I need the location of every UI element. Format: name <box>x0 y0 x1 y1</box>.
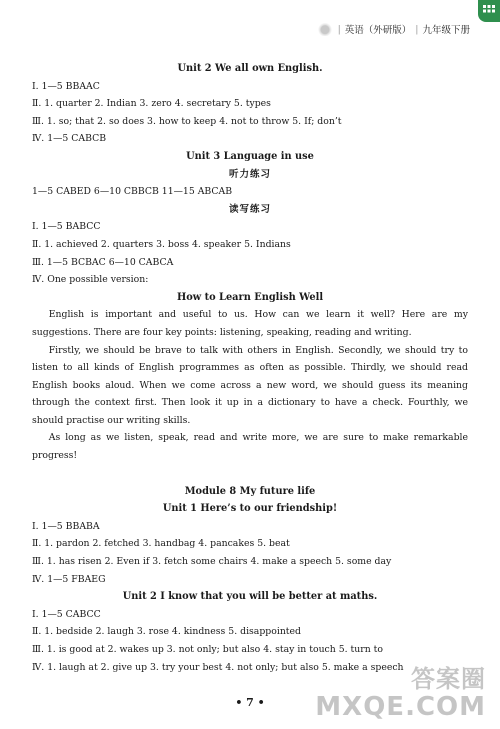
header-subject: 英语（外研版） <box>344 25 412 36</box>
answer-line: Ⅰ. 1—5 BBAAC <box>32 80 100 92</box>
answer-line: Ⅰ. 1—5 BABCC <box>32 221 101 233</box>
answer-line: Ⅳ. 1—5 CABCB <box>32 133 107 145</box>
section-heading: Unit 3 Language in use <box>186 150 314 162</box>
answer-line: Ⅳ. One possible version: <box>32 274 149 286</box>
header-separator: | <box>337 23 341 35</box>
answer-line: Ⅳ. 1. laugh at 2. give up 3. try your best 4. not only; but also 5. make a speech <box>32 661 404 673</box>
essay-paragraph: As long as we listen, speak, read and write more, we are sure to make remarkable progress! <box>32 432 468 462</box>
page-number: • 7 • <box>235 696 265 709</box>
answer-line: 1—5 CABED 6—10 CBBCB 11—15 ABCAB <box>32 186 233 198</box>
answer-line: Ⅱ. 1. pardon 2. fetched 3. handbag 4. pancakes 5. beat <box>32 538 290 550</box>
header-grade: 九年级下册 <box>422 25 470 36</box>
answer-line: Ⅱ. 1. bedside 2. laugh 3. rose 4. kindness 5. disappointed <box>32 626 302 638</box>
answer-line: Ⅲ. 1. is good at 2. wakes up 3. not only; but also 4. stay in touch 5. turn to <box>32 644 383 655</box>
grid-icon <box>483 5 495 17</box>
section-heading: Unit 2 We all own English. <box>177 63 323 74</box>
section-subheading: 听力练习 <box>228 168 271 180</box>
watermark <box>315 665 486 721</box>
answer-line: Ⅱ. 1. quarter 2. Indian 3. zero 4. secretary 5. types <box>32 98 271 110</box>
section-heading: Unit 1 Here’s to our friendship! <box>162 503 338 515</box>
page-header <box>316 22 470 36</box>
answer-line: Ⅲ. 1—5 BCBAC 6—10 CABCA <box>32 256 174 268</box>
publisher-logo-icon <box>316 22 334 36</box>
answer-content <box>32 60 468 676</box>
answer-line: Ⅰ. 1—5 BBABA <box>32 520 100 532</box>
answer-line: Ⅲ. 1. has risen 2. Even if 3. fetch some chairs 4. make a speech 5. some day <box>32 556 392 568</box>
section-heading: Module 8 My future life <box>184 485 316 497</box>
answer-line: Ⅳ. 1—5 FBAEG <box>32 573 106 585</box>
section-heading: Unit 2 I know that you will be better at maths. <box>122 591 378 603</box>
watermark-en: MXQE.COM <box>315 692 486 722</box>
section-heading: How to Learn English Well <box>176 291 324 303</box>
section-gap <box>32 465 468 483</box>
essay-paragraph: Firstly, we should be brave to talk with others in English. Secondly, we should try to listen to all kinds of English programmes as often as possible. Thirdly, we should read English books aloud. When we come across a new word, we should guess its meaning through the context first. Then look it up in a dictionary to have a check. Fourthly, we should practise our writing skills. <box>32 344 468 426</box>
section-subheading: 读写练习 <box>228 203 271 215</box>
answer-line: Ⅰ. 1—5 CABCC <box>32 608 101 620</box>
answer-line: Ⅲ. 1. so; that 2. so does 3. how to keep 4. not to throw 5. If; don’t <box>32 115 342 127</box>
answer-line: Ⅱ. 1. achieved 2. quarters 3. boss 4. speaker 5. Indians <box>32 238 291 250</box>
essay-paragraph: English is important and useful to us. How can we learn it well? Here are my suggestions. There are four key points: listening, speaking, reading and writing. <box>32 309 468 338</box>
corner-menu-tab[interactable] <box>478 0 500 22</box>
header-separator: | <box>415 23 419 35</box>
watermark-cn: 答案圈 <box>411 665 486 693</box>
